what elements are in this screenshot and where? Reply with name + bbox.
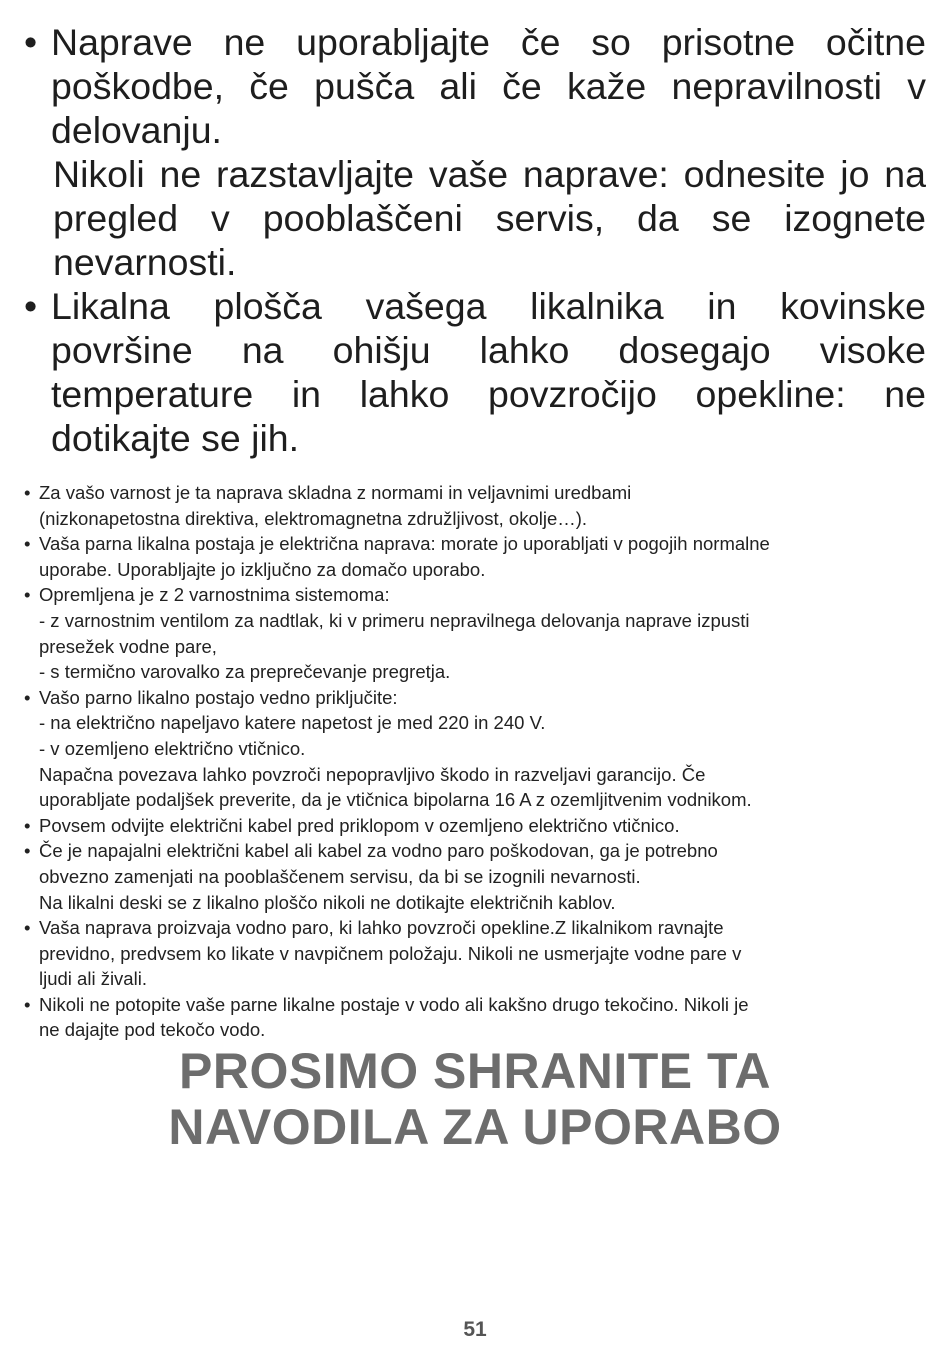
- heading-line-1: PROSIMO SHRANITE TA: [179, 1043, 771, 1099]
- heading-line-2: NAVODILA ZA UPORABO: [168, 1099, 782, 1155]
- text-line: površine na ohišju lahko dosegajo visoke: [51, 329, 926, 371]
- keep-instructions-heading: [0, 1043, 950, 1155]
- small-list-item: [24, 838, 930, 915]
- text-line: ne dajajte pod tekočo vodo.: [39, 1019, 266, 1041]
- text-line: uporabe. Uporabljajte jo izključno za domačo uporabo.: [39, 558, 486, 580]
- text-line: - s termično varovalko za preprečevanje pregretja.: [39, 661, 451, 683]
- bullet-icon: •: [24, 686, 31, 708]
- text-line: Opremljena je z 2 varnostnima sistemoma:: [39, 584, 390, 606]
- bullet-icon: •: [24, 814, 31, 836]
- text-line: - v ozemljeno električno vtičnico.: [39, 737, 306, 759]
- text-line: - na električno napeljavo katere napetost je med 220 in 240 V.: [39, 712, 546, 734]
- large-list-item: [22, 284, 926, 460]
- text-line: Naprave ne uporabljajte če so prisotne očitne: [51, 21, 926, 63]
- text-line: delovanju.: [51, 109, 222, 151]
- text-line: Napačna povezava lahko povzroči nepopravljivo škodo in razveljavi garancijo. Če: [39, 763, 706, 785]
- bullet-icon: •: [24, 285, 38, 327]
- text-line: Na likalni deski se z likalno ploščo nikoli ne dotikajte električnih kablov.: [39, 891, 616, 913]
- small-list-item: [24, 531, 930, 582]
- small-list-item: [24, 992, 930, 1043]
- text-line: nevarnosti.: [53, 241, 237, 283]
- text-line: uporabljate podaljšek preverite, da je vtičnica bipolarna 16 A z ozemljitvenim vodnikom.: [39, 789, 752, 811]
- text-line: previdno, predvsem ko likate v navpičnem položaju. Nikoli ne usmerjajte vodne pare v: [39, 942, 742, 964]
- text-line: (nizkonapetostna direktiva, elektromagnetna združljivost, okolje…).: [39, 507, 588, 529]
- text-line: Nikoli ne potopite vaše parne likalne postaje v vodo ali kakšno drugo tekočino. Nikoli je: [39, 993, 749, 1015]
- bullet-icon: •: [24, 584, 31, 606]
- large-list-item: [22, 20, 926, 152]
- small-list-item: [24, 813, 930, 839]
- text-line: Za vašo varnost je ta naprava skladna z normami in veljavnimi uredbami: [39, 482, 632, 503]
- text-line: Povsem odvijte električni kabel pred priklopom v ozemljeno električno vtičnico.: [39, 814, 680, 836]
- text-line: Nikoli ne razstavljajte vaše naprave: odnesite jo na: [53, 153, 926, 195]
- text-line: Vaša naprava proizvaja vodno paro, ki lahko povzroči opekline.Z likalnikom ravnajte: [39, 917, 724, 939]
- large-list-continuation: [22, 152, 926, 284]
- small-list-item: [24, 685, 930, 813]
- small-safety-list: [24, 480, 930, 1043]
- bullet-icon: •: [24, 21, 38, 63]
- text-line: poškodbe, če pušča ali če kaže nepravilnosti v: [51, 65, 926, 107]
- text-line: pregled v pooblaščeni servis, da se izognete: [53, 197, 926, 239]
- bullet-icon: •: [24, 482, 31, 503]
- text-line: obvezno zamenjati na pooblaščenem servisu, da bi se izognili nevarnosti.: [39, 865, 641, 887]
- text-line: Vašo parno likalno postajo vedno priključite:: [39, 686, 398, 708]
- text-line: presežek vodne pare,: [39, 635, 217, 657]
- text-line: - z varnostnim ventilom za nadtlak, ki v primeru nepravilnega delovanja naprave izpusti: [39, 609, 750, 631]
- text-line: temperature in lahko povzročijo opekline: ne: [51, 373, 926, 415]
- bullet-icon: •: [24, 840, 31, 862]
- small-list-item: [24, 915, 930, 992]
- bullet-icon: •: [24, 533, 31, 555]
- bullet-icon: •: [24, 917, 31, 939]
- small-list-item: [24, 582, 930, 684]
- text-line: dotikajte se jih.: [51, 417, 300, 459]
- text-line: ljudi ali živali.: [39, 968, 147, 990]
- page-number: 51: [463, 1318, 487, 1341]
- text-line: Likalna plošča vašega likalnika in kovinske: [51, 285, 926, 327]
- large-safety-list: [22, 20, 926, 460]
- text-line: Če je napajalni električni kabel ali kabel za vodno paro poškodovan, ga je potrebno: [39, 840, 718, 862]
- small-list-item: [24, 480, 930, 531]
- text-line: Vaša parna likalna postaja je električna naprava: morate jo uporabljati v pogojih normalne: [39, 533, 770, 555]
- bullet-icon: •: [24, 993, 31, 1015]
